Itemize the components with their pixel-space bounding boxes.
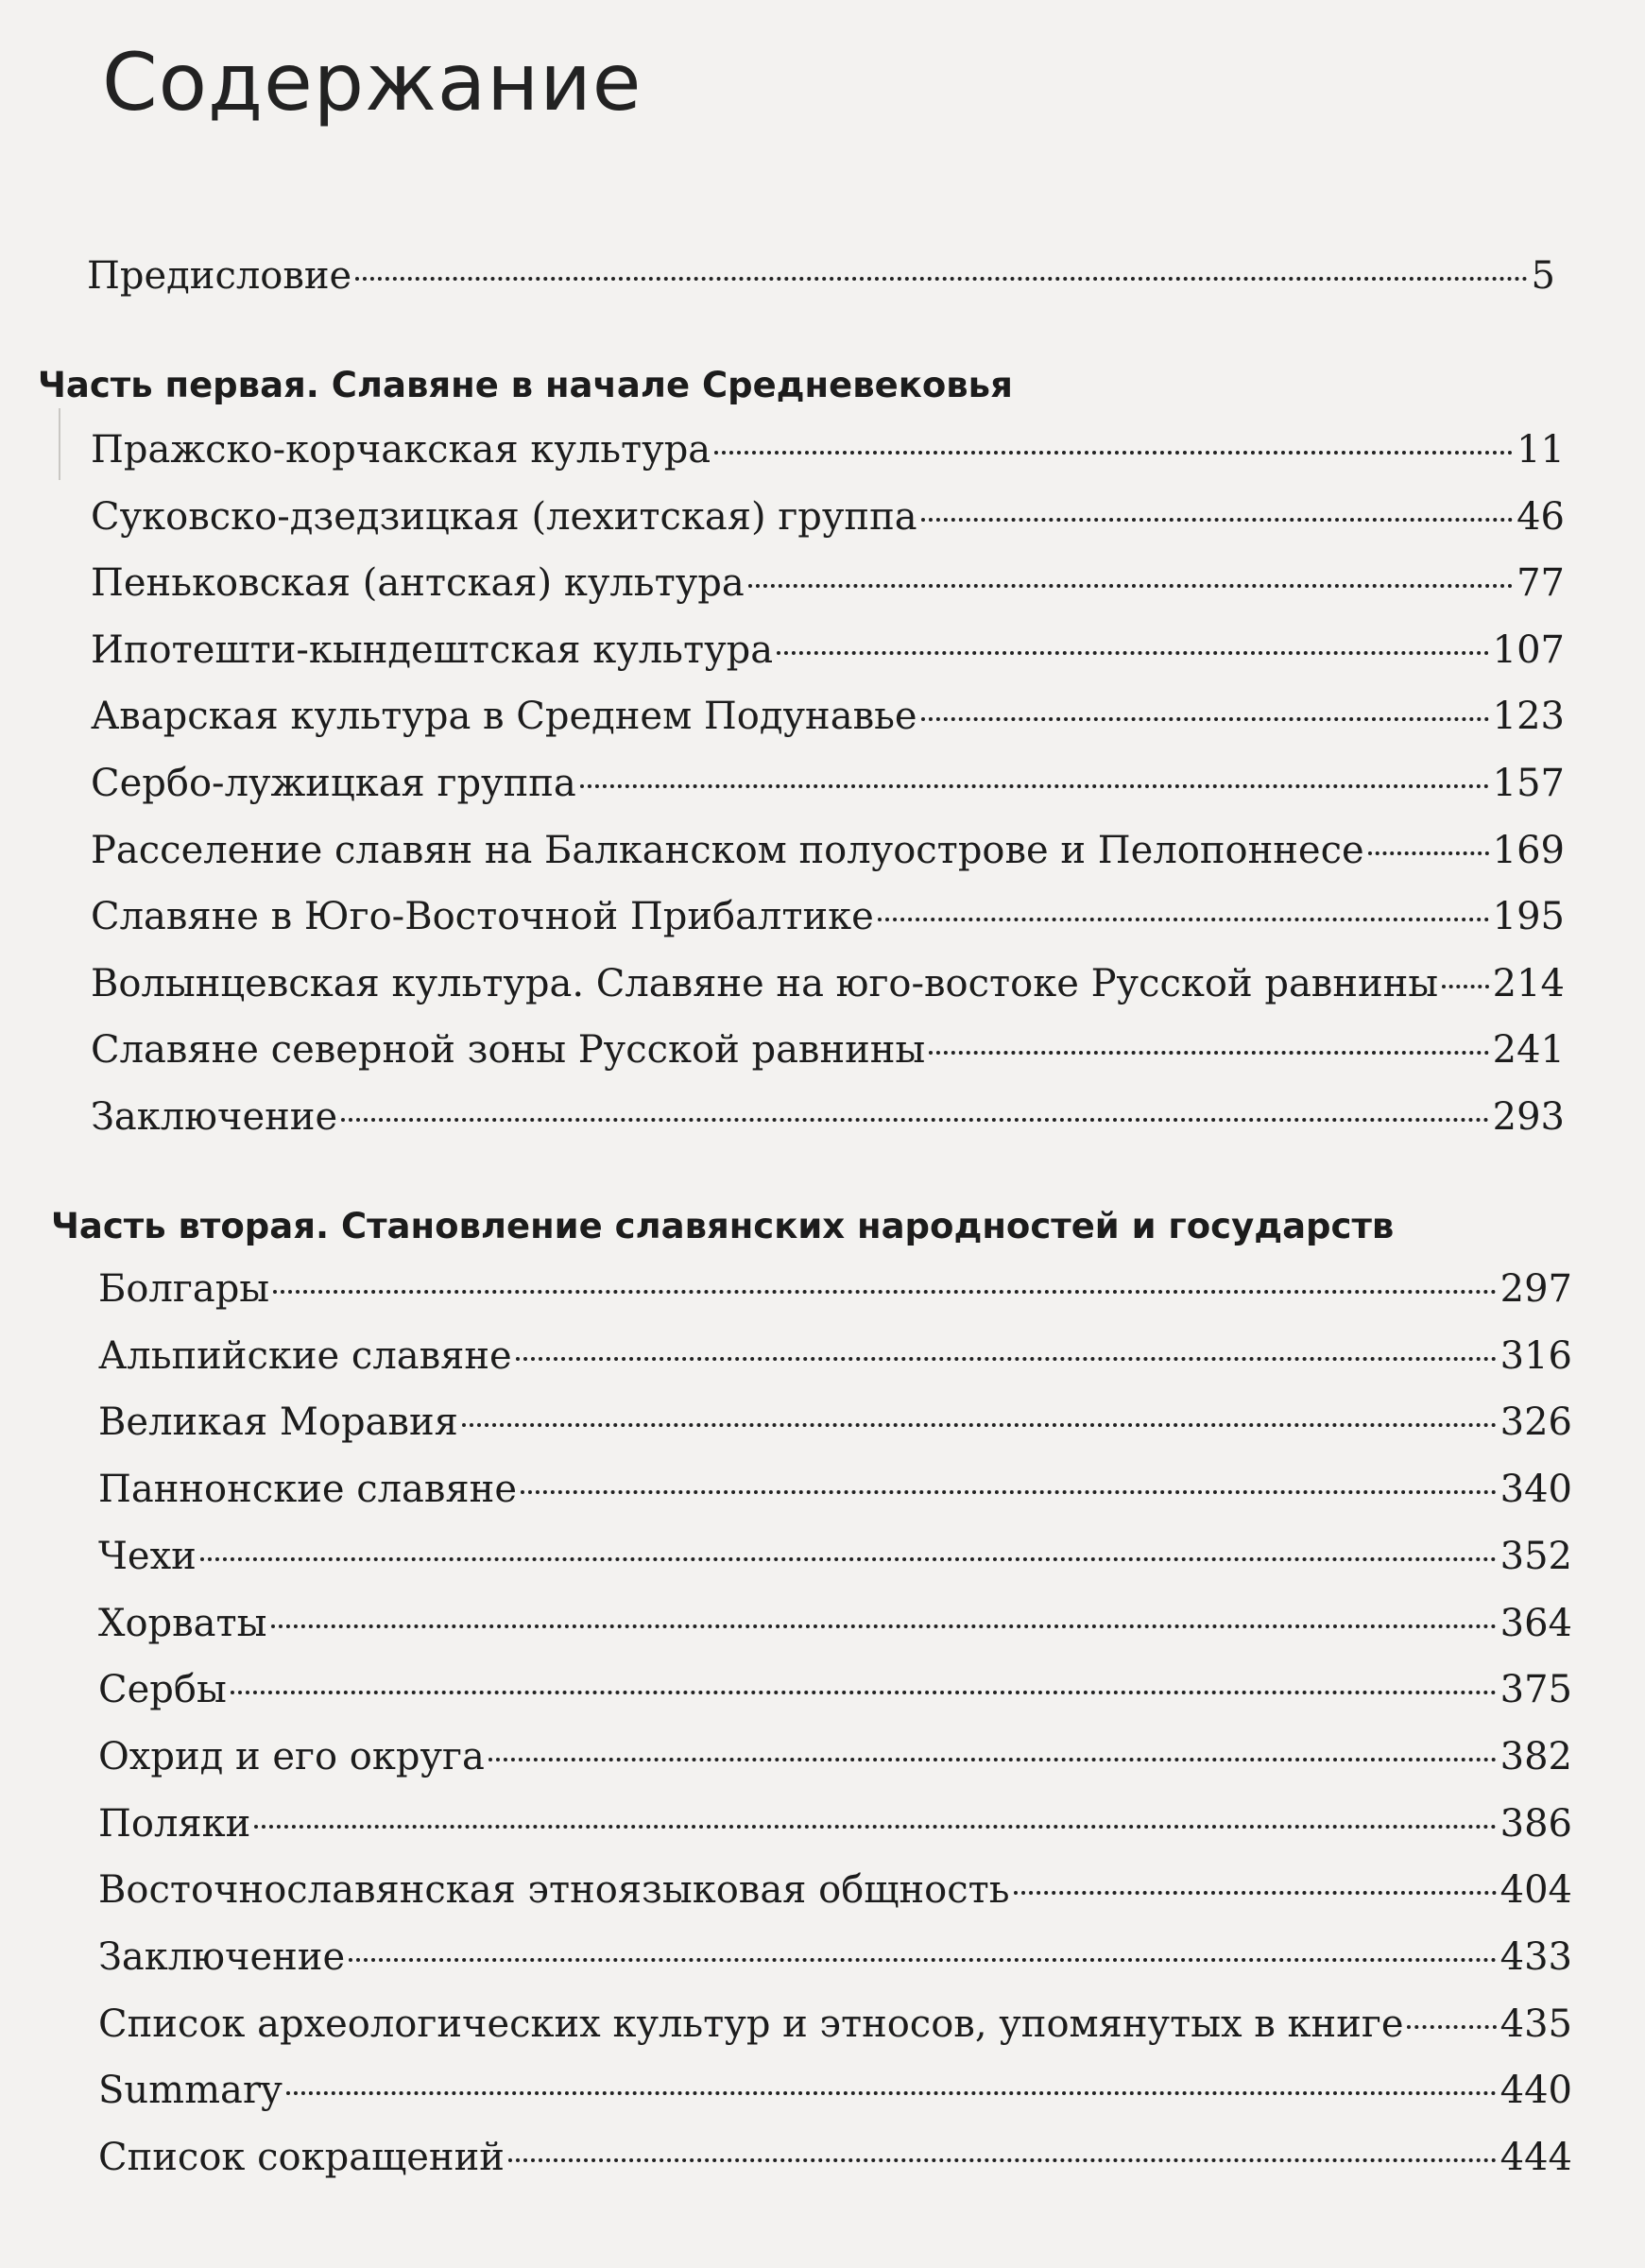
toc-entry-label: Сербо-лужицкая группа xyxy=(91,762,576,805)
toc-entry[interactable] xyxy=(91,759,1565,808)
toc-entry-page: 352 xyxy=(1499,1534,1572,1578)
toc-entry-label: Summary xyxy=(98,2069,283,2113)
toc-entry-page: 435 xyxy=(1499,2002,1572,2046)
toc-entry-page: 386 xyxy=(1499,1801,1572,1846)
toc-entry-label: Суковско-дзедзицкая (лехитская) группа xyxy=(91,494,917,539)
toc-entry-page: 195 xyxy=(1492,895,1565,939)
dot-leader xyxy=(878,918,1489,921)
toc-entry-label: Заключение xyxy=(91,1095,338,1139)
toc-entry[interactable] xyxy=(98,1532,1572,1581)
toc-entry-page: 440 xyxy=(1499,2069,1572,2113)
toc-entry[interactable] xyxy=(98,1264,1572,1314)
toc-entry[interactable] xyxy=(98,1465,1572,1514)
toc-entry-page: 77 xyxy=(1516,561,1565,606)
toc-entry-page: 241 xyxy=(1492,1028,1565,1073)
toc-entry-page: 404 xyxy=(1499,1868,1572,1913)
dot-leader xyxy=(271,1624,1497,1628)
toc-entry-page: 340 xyxy=(1499,1468,1572,1512)
toc-entry-label: Заключение xyxy=(98,1935,346,1979)
toc-entry-page: 11 xyxy=(1516,428,1565,472)
toc-entry[interactable] xyxy=(98,1599,1572,1648)
dot-leader xyxy=(1014,1891,1497,1895)
toc-entry-label: Пражско-корчакская культура xyxy=(91,428,711,472)
toc-entry-label: Поляки xyxy=(98,1801,251,1846)
toc-entry[interactable] xyxy=(91,959,1565,1008)
toc-entry[interactable] xyxy=(98,1933,1572,1982)
toc-entry[interactable] xyxy=(98,2000,1572,2049)
dot-leader xyxy=(521,1490,1497,1494)
toc-entry-label: Славяне в Юго-Восточной Прибалтике xyxy=(91,895,874,939)
toc-entry-page: 326 xyxy=(1499,1400,1572,1445)
part-1-heading: Часть первая. Славяне в начале Средневековья xyxy=(38,365,1013,405)
toc-entry-page: 444 xyxy=(1499,2136,1572,2180)
toc-entry[interactable] xyxy=(91,892,1565,941)
dot-leader xyxy=(200,1557,1497,1561)
toc-entry-label: Восточнославянская этноязыковая общность xyxy=(98,1868,1010,1913)
toc-entry-label: Охрид и его округа xyxy=(98,1734,485,1778)
toc-entry-label: Список сокращений xyxy=(98,2136,505,2180)
toc-entry[interactable] xyxy=(98,2133,1572,2182)
page-title: Содержание xyxy=(102,36,643,129)
dot-leader xyxy=(580,784,1489,788)
toc-entry[interactable] xyxy=(98,1332,1572,1381)
toc-entry[interactable] xyxy=(98,1865,1572,1915)
toc-entry-label: Предисловие xyxy=(87,254,352,298)
toc-entry-page: 107 xyxy=(1492,627,1565,672)
dot-leader xyxy=(254,1825,1496,1829)
toc-entry-label: Паннонские славяне xyxy=(98,1468,517,1512)
toc-entry[interactable] xyxy=(91,425,1565,474)
dot-leader xyxy=(286,2091,1497,2095)
dot-leader xyxy=(341,1118,1489,1122)
toc-entry-label: Ипотешти-кындештская культура xyxy=(91,627,774,672)
part-2-heading: Часть вторая. Становление славянских народностей и государств xyxy=(51,1206,1395,1246)
toc-entry[interactable] xyxy=(91,826,1565,875)
dot-leader xyxy=(231,1691,1497,1694)
toc-entry-label: Болгары xyxy=(98,1267,270,1311)
toc-entry-label: Волынцевская культура. Славяне на юго-востоке Русской равнины xyxy=(91,961,1439,1005)
toc-entry-label: Аварская культура в Среднем Подунавье xyxy=(91,695,917,739)
toc-entry-page: 214 xyxy=(1492,961,1565,1005)
toc-entry-label: Альпийские славяне xyxy=(98,1333,512,1378)
toc-entry[interactable] xyxy=(91,692,1565,741)
toc-entry-page: 123 xyxy=(1492,695,1565,739)
dot-leader xyxy=(462,1423,1497,1427)
toc-entry[interactable] xyxy=(91,492,1565,541)
dot-leader xyxy=(1368,851,1489,855)
toc-entry-label: Хорваты xyxy=(98,1601,267,1645)
dot-leader xyxy=(516,1357,1497,1361)
toc-entry-page: 316 xyxy=(1499,1333,1572,1378)
toc-entry-label: Пеньковская (антская) культура xyxy=(91,561,745,606)
dot-leader xyxy=(748,584,1513,588)
toc-entry-label: Список археологических культур и этносов, упомянутых в книге xyxy=(98,2002,1404,2046)
dot-leader xyxy=(921,518,1514,522)
toc-entry-label: Славяне северной зоны Русской равнины xyxy=(91,1028,926,1073)
toc-entry-page: 375 xyxy=(1499,1668,1572,1712)
toc-entry-page: 382 xyxy=(1499,1734,1572,1778)
toc-entry-label: Расселение славян на Балканском полуострове и Пелопоннесе xyxy=(91,828,1364,872)
dot-leader xyxy=(929,1051,1488,1055)
dot-leader xyxy=(921,717,1489,721)
toc-entry-preface[interactable] xyxy=(87,251,1555,301)
margin-mark xyxy=(59,408,60,480)
toc-entry[interactable] xyxy=(98,2066,1572,2115)
toc-entry[interactable] xyxy=(91,1092,1565,1142)
toc-entry-page: 46 xyxy=(1516,494,1565,539)
dot-leader xyxy=(349,1958,1497,1962)
dot-leader xyxy=(1407,2025,1496,2029)
dot-leader xyxy=(508,2158,1497,2162)
dot-leader xyxy=(777,651,1489,655)
dot-leader xyxy=(714,451,1513,455)
toc-entry-label: Чехи xyxy=(98,1534,197,1578)
toc-entry-label: Сербы xyxy=(98,1668,227,1712)
toc-entry-page: 297 xyxy=(1499,1267,1572,1311)
toc-entry[interactable] xyxy=(98,1732,1572,1781)
dot-leader xyxy=(488,1758,1497,1761)
dot-leader xyxy=(1442,985,1489,988)
toc-entry-page: 169 xyxy=(1492,828,1565,872)
toc-entry-page: 433 xyxy=(1499,1935,1572,1979)
toc-entry[interactable] xyxy=(98,1398,1572,1447)
toc-entry[interactable] xyxy=(98,1665,1572,1714)
toc-entry-page: 157 xyxy=(1492,762,1565,805)
toc-entry[interactable] xyxy=(91,558,1565,608)
dot-leader xyxy=(355,277,1527,281)
toc-entry[interactable] xyxy=(98,1799,1572,1848)
toc-entry-page: 364 xyxy=(1499,1601,1572,1645)
toc-entry[interactable] xyxy=(91,626,1565,675)
toc-entry[interactable] xyxy=(91,1025,1565,1074)
toc-entry-label: Великая Моравия xyxy=(98,1400,458,1445)
dot-leader xyxy=(273,1290,1497,1294)
toc-entry-page: 5 xyxy=(1531,254,1555,298)
toc-entry-page: 293 xyxy=(1492,1095,1565,1139)
